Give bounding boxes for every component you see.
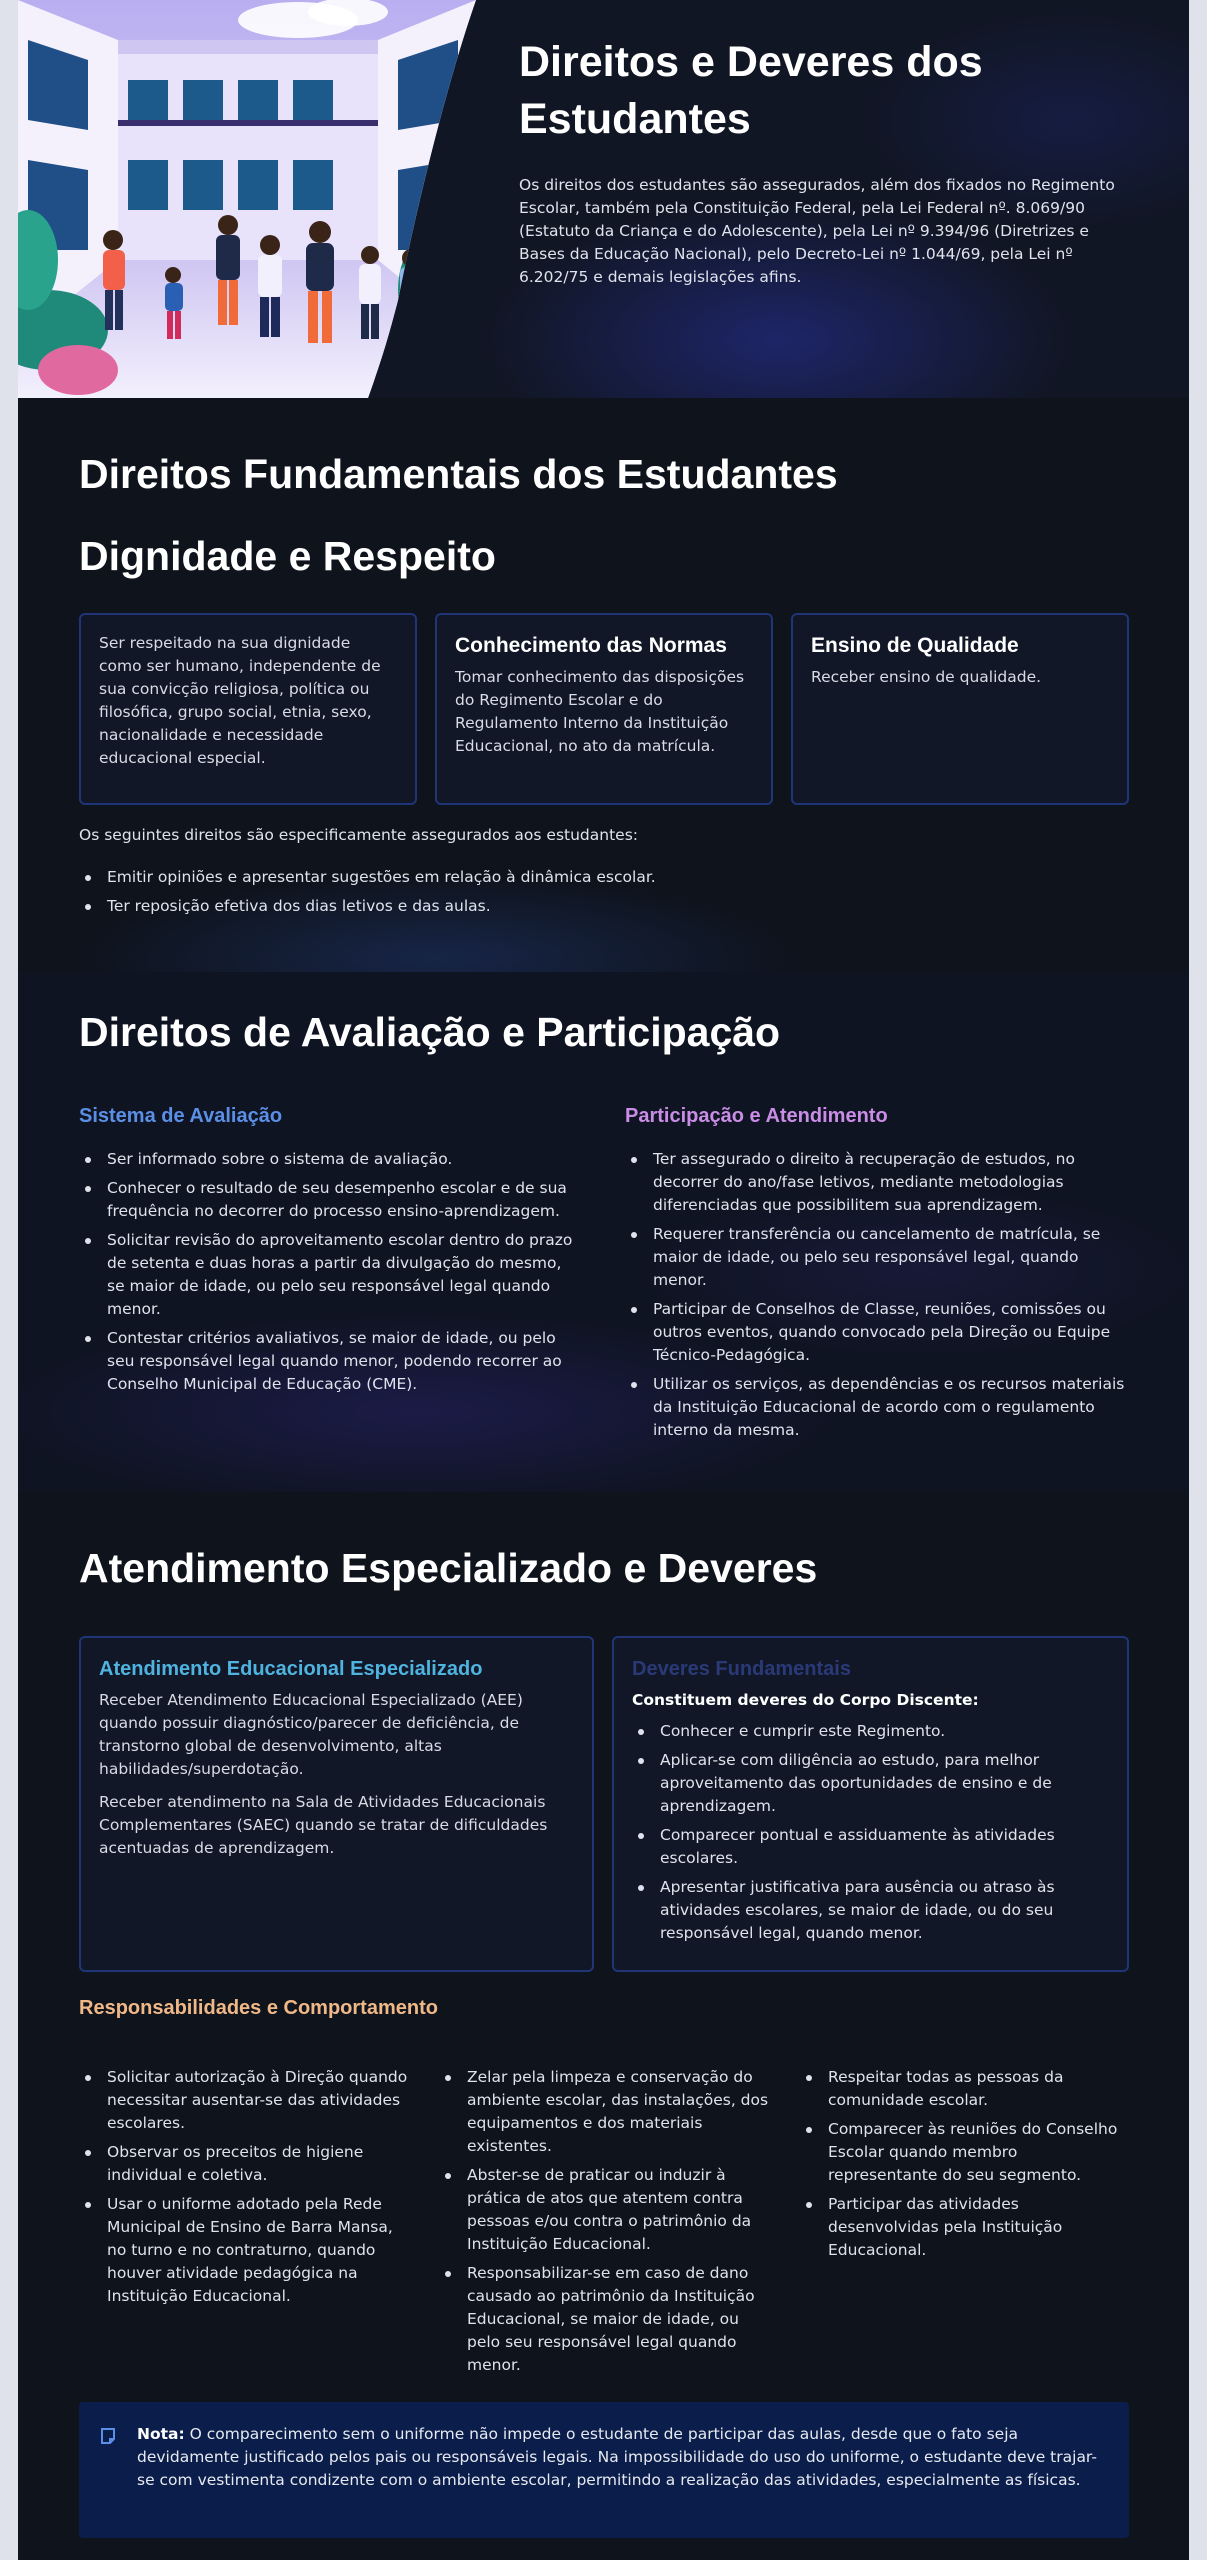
resp-list-col3 <box>800 2066 1130 2268</box>
list-item: Ser informado sobre o sistema de avaliação. <box>79 1148 579 1171</box>
rights-lead: Os seguintes direitos são especificamente assegurados aos estudantes: <box>79 826 638 844</box>
list-item: Comparecer às reuniões do Conselho Escolar quando membro representante do seu segmento. <box>800 2118 1130 2187</box>
responsabilidades-title: Responsabilidades e Comportamento <box>79 1997 438 2019</box>
card-text: Tomar conhecimento das disposições do Regimento Escolar e do Regulamento Interno da Instituição Educacional, no ato da matrícula. <box>455 668 745 755</box>
note-body: O comparecimento sem o uniforme não impede o estudante de participar das aulas, desde que o fato seja devidamente justificado pelos pais ou responsáveis legais. Na impossibilidade do uso do uniforme, o estudante deve trajar-se com vestimenta condizente com o ambiente escolar, permitindo a realização das atividades, especialmente as físicas. <box>137 2425 1097 2489</box>
section-title: Direitos de Avaliação e Participação <box>79 1009 781 1055</box>
deveres-lead: Constituem deveres do Corpo Discente: <box>632 1691 979 1709</box>
participacao-title: Participação e Atendimento <box>625 1105 888 1127</box>
list-item: Solicitar revisão do aproveitamento escolar dentro do prazo de setenta e duas horas a partir da divulgação do mesmo, se maior de idade, ou pelo seu responsável legal quando menor. <box>79 1229 579 1321</box>
sistema-avaliacao-title: Sistema de Avaliação <box>79 1105 283 1127</box>
list-item: Requerer transferência ou cancelamento de matrícula, se maior de idade, ou pelo seu responsável legal, quando menor. <box>625 1223 1129 1292</box>
rights-list <box>79 866 1129 924</box>
section-title: Atendimento Especializado e Deveres <box>79 1545 818 1591</box>
card-title: Deveres Fundamentais <box>632 1658 851 1680</box>
list-item: Ter assegurado o direito à recuperação de estudos, no decorrer do ano/fase letivos, mediante metodologias diferenciadas que possibilitem sua aprendizagem. <box>625 1148 1129 1217</box>
list-item: Apresentar justificativa para ausência ou atraso às atividades escolares, se maior de idade, ou do seu responsável legal, quando menor. <box>632 1876 1109 1945</box>
list-item: Conhecer o resultado de seu desempenho escolar e de sua frequência no decorrer do processo ensino-aprendizagem. <box>79 1177 579 1223</box>
list-item: Solicitar autorização à Direção quando necessitar ausentar-se das atividades escolares. <box>79 2066 409 2135</box>
card-qualidade <box>791 613 1129 805</box>
note-text <box>137 2423 1107 2492</box>
note-icon <box>99 2427 117 2445</box>
list-item: Conhecer e cumprir este Regimento. <box>632 1720 1109 1743</box>
participacao-list <box>625 1148 1129 1448</box>
avaliacao-list <box>79 1148 579 1402</box>
card-title: Ensino de Qualidade <box>811 634 1019 657</box>
list-item: Contestar critérios avaliativos, se maior de idade, ou pelo seu responsável legal quando menor, podendo recorrer ao Conselho Municipal de Educação (CME). <box>79 1327 579 1396</box>
resp-list-col2 <box>439 2066 769 2383</box>
list-item: Aplicar-se com diligência ao estudo, para melhor aproveitamento das oportunidades de ensino e de aprendizagem. <box>632 1749 1109 1818</box>
note-label: Nota: <box>137 2425 185 2443</box>
list-item: Utilizar os serviços, as dependências e os recursos materiais da Instituição Educacional de acordo com o regulamento interno da mesma. <box>625 1373 1129 1442</box>
list-item: Emitir opiniões e apresentar sugestões em relação à dinâmica escolar. <box>79 866 1129 889</box>
school-courtyard-illustration <box>18 0 476 398</box>
list-item: Participar de Conselhos de Classe, reuniões, comissões ou outros eventos, quando convocado pela Direção ou Equipe Técnico-Pedagógica. <box>625 1298 1129 1367</box>
list-item: Respeitar todas as pessoas da comunidade escolar. <box>800 2066 1130 2112</box>
list-item: Abster-se de praticar ou induzir à prática de atos que atentem contra pessoas e/ou contra o patrimônio da Instituição Educacional. <box>439 2164 769 2256</box>
list-item: Responsabilizar-se em caso de dano causado ao patrimônio da Instituição Educacional, se maior de idade, ou pelo seu responsável legal quando menor. <box>439 2262 769 2377</box>
avaliacao-section <box>18 972 1189 1492</box>
section-subtitle: Dignidade e Respeito <box>79 533 496 579</box>
deveres-list <box>632 1720 1109 1945</box>
list-item: Comparecer pontual e assiduamente às atividades escolares. <box>632 1824 1109 1870</box>
list-item: Usar o uniforme adotado pela Rede Municipal de Ensino de Barra Mansa, no turno e no contraturno, quando houver atividade pedagógica na Instituição Educacional. <box>79 2193 409 2308</box>
card-aee <box>79 1636 594 1972</box>
card-text: Receber Atendimento Educacional Especializado (AEE) quando possuir diagnóstico/parecer de deficiência, de transtorno global de desenvolvimento, altas habilidades/superdotação. <box>99 1691 523 1778</box>
especializado-section <box>18 1492 1189 2560</box>
card-dignidade <box>79 613 417 805</box>
page <box>18 0 1189 2560</box>
card-title: Conhecimento das Normas <box>455 634 727 657</box>
intro-paragraph: Os direitos dos estudantes são assegurados, além dos fixados no Regimento Escolar, também pela Constituição Federal, pela Lei Federal nº. 8.069/90 (Estatuto da Criança e do Adolescente), pela Lei nº 9.394/96 (Diretrizes e Bases da Educação Nacional), pelo Decreto-Lei nº 1.044/69, pela Lei nº 6.202/75 e demais legislações afins. <box>519 176 1115 286</box>
list-item: Participar das atividades desenvolvidas pela Instituição Educacional. <box>800 2193 1130 2262</box>
resp-list-col1 <box>79 2066 409 2314</box>
card-normas <box>435 613 773 805</box>
card-text: Receber ensino de qualidade. <box>811 668 1042 686</box>
list-item: Observar os preceitos de higiene individual e coletiva. <box>79 2141 409 2187</box>
uniform-note <box>79 2402 1129 2538</box>
card-title: Atendimento Educacional Especializado <box>99 1658 483 1680</box>
fundamentais-section <box>18 398 1189 972</box>
list-item: Zelar pela limpeza e conservação do ambiente escolar, das instalações, dos equipamentos e dos materiais existentes. <box>439 2066 769 2158</box>
list-item: Ter reposição efetiva dos dias letivos e das aulas. <box>79 895 1129 918</box>
section-title: Direitos Fundamentais dos Estudantes <box>79 451 838 497</box>
card-text: Ser respeitado na sua dignidade como ser humano, independente de sua convicção religiosa, política ou filosófica, grupo social, etnia, sexo, nacionalidade e necessidade educacional especial. <box>99 634 381 767</box>
hero-section <box>18 0 1189 398</box>
card-text: Receber atendimento na Sala de Atividades Educacionais Complementares (SAEC) quando se tratar de dificuldades acentuadas de aprendizagem. <box>99 1793 548 1857</box>
card-deveres <box>612 1636 1129 1972</box>
page-title: Direitos e Deveres dos Estudantes <box>519 38 983 143</box>
